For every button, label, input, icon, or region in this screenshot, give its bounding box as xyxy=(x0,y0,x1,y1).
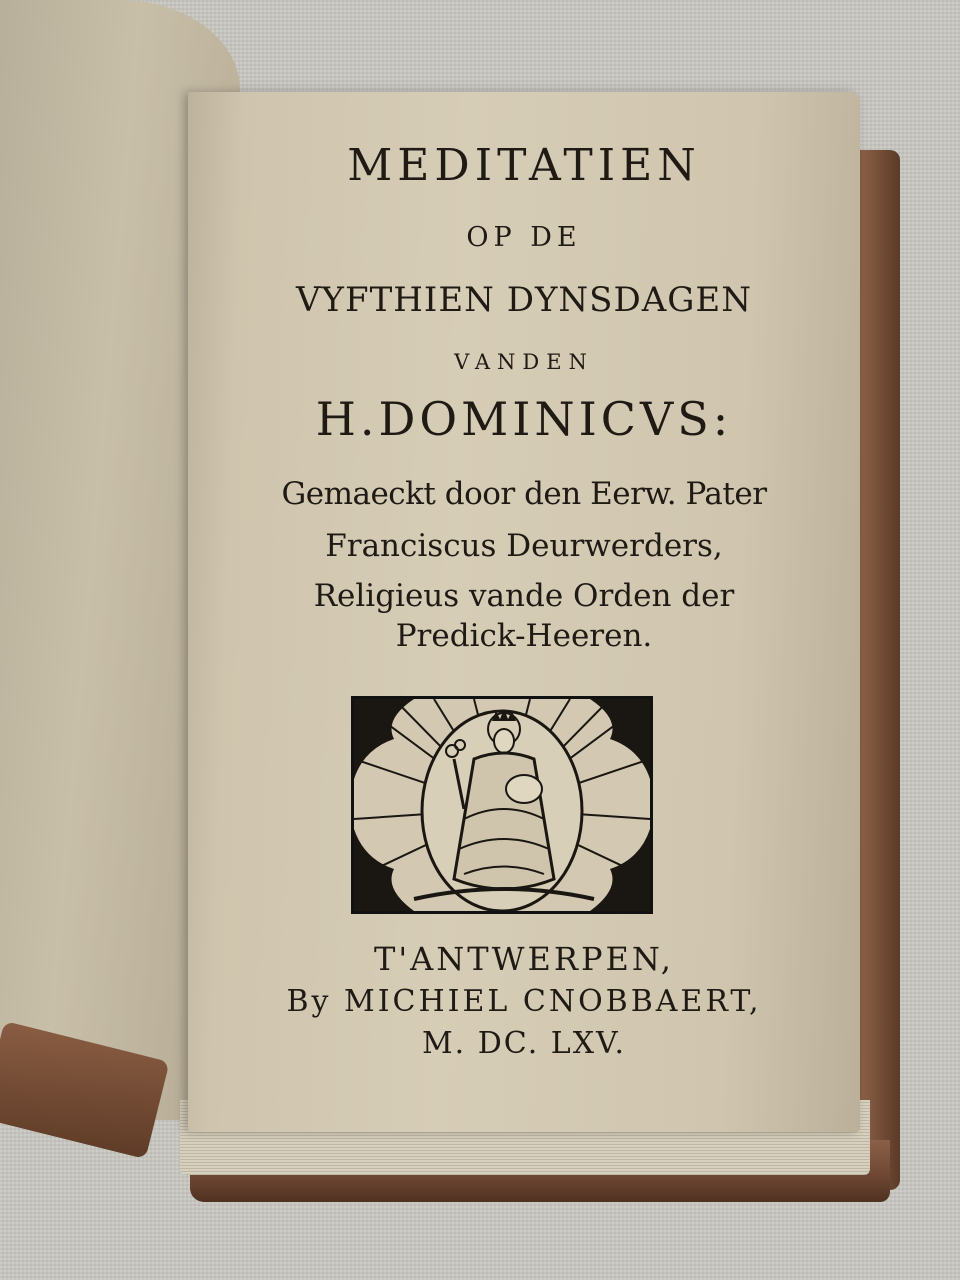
imprint-printer: By MICHIEL CNOBBAERT, xyxy=(286,984,762,1019)
title-line-vyfthien: VYFTHIEN DYNSDAGEN xyxy=(295,280,752,320)
madonna-woodcut-image xyxy=(351,696,653,914)
title-line-meditatien: MEDITATIEN xyxy=(347,140,701,191)
title-line-vanden: VANDEN xyxy=(454,350,594,374)
author-line-2: Franciscus Deurwerders, xyxy=(325,528,723,564)
imprint-year: M. DC. LXV. xyxy=(421,1026,627,1061)
author-line-1: Gemaeckt door den Eerw. Pater xyxy=(281,476,767,512)
author-line-3: Religieus vande Orden der xyxy=(313,578,735,614)
author-line-4: Predick-Heeren. xyxy=(395,618,653,654)
title-line-op-de: OP DE xyxy=(466,222,582,253)
title-line-dominicus: H.DOMINICVS: xyxy=(315,392,733,446)
imprint-city: T'ANTWERPEN, xyxy=(374,940,674,978)
title-page xyxy=(188,92,860,1132)
